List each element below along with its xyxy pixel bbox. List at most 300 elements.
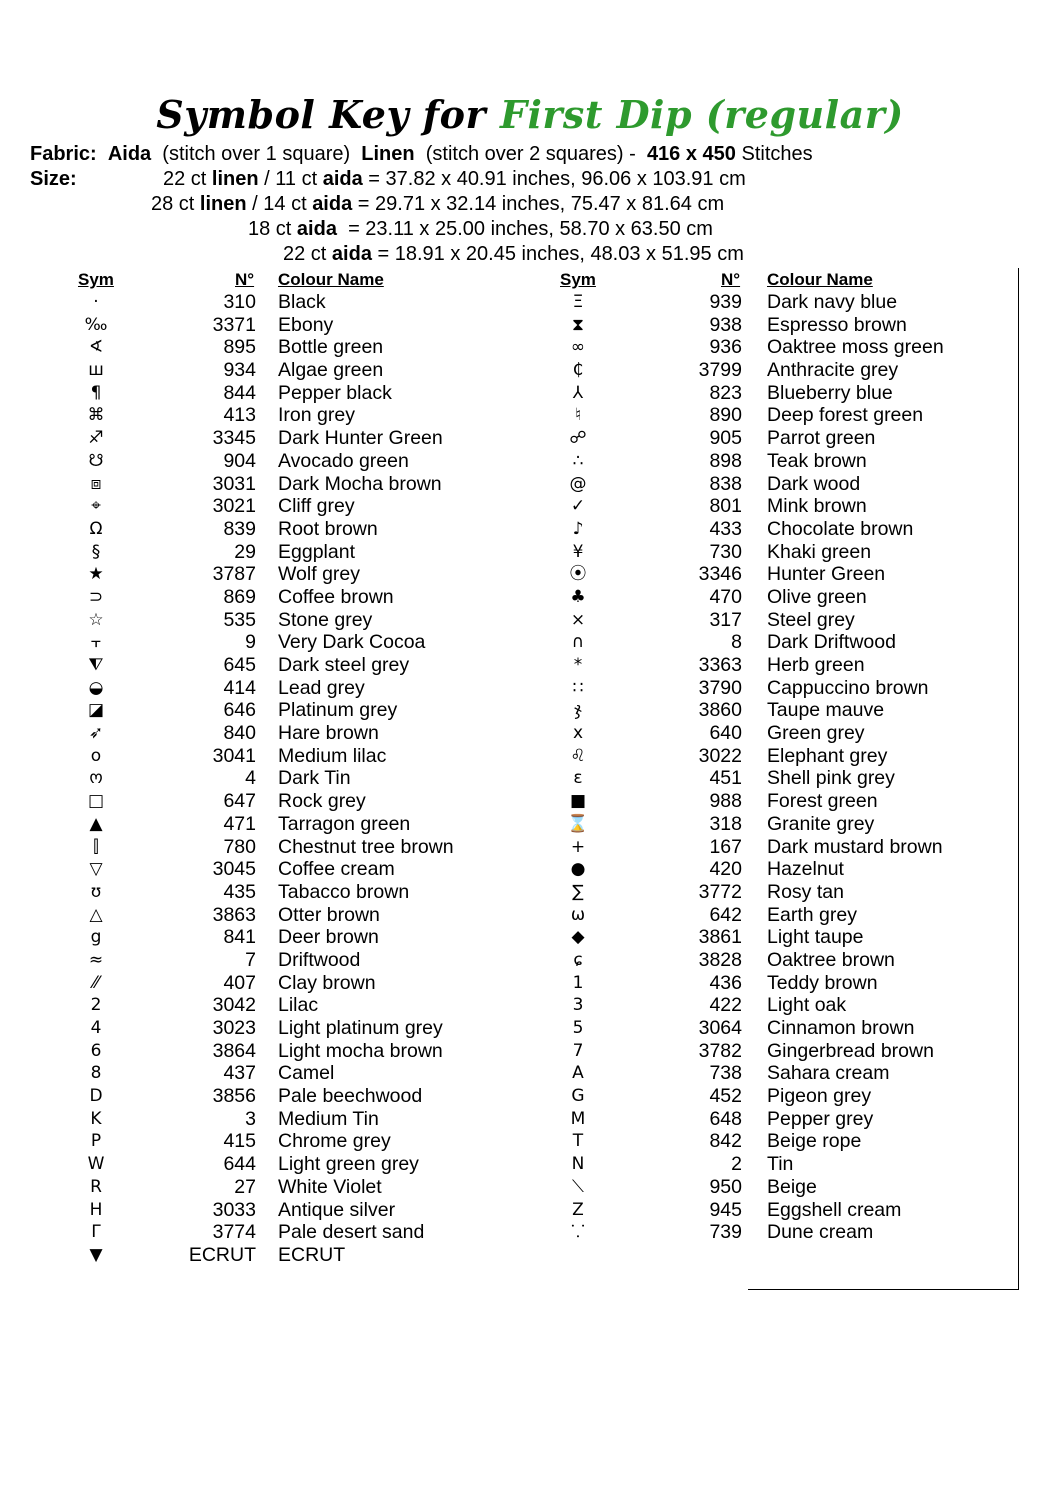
key-row — [0, 1244, 530, 1267]
symbol-glyph: * — [573, 655, 583, 675]
thread-number: 420 — [709, 858, 742, 881]
key-row — [0, 1130, 1020, 1153]
symbol-glyph: ◪ — [87, 700, 105, 721]
thread-number: 640 — [709, 722, 742, 745]
symbol-glyph: ⁄⁄ — [93, 972, 99, 993]
colour-name: Pepper black — [278, 381, 392, 404]
symbol-glyph: ⌖ — [91, 496, 101, 517]
symbol-glyph: R — [90, 1176, 102, 1197]
key-row — [0, 1108, 1020, 1131]
key-row — [0, 495, 1020, 518]
size-3-fabric: aida — [296, 218, 337, 240]
key-row — [0, 972, 1020, 995]
symbol-glyph: ∷ — [572, 677, 584, 698]
colour-name: Cliff grey — [278, 495, 355, 518]
thread-number: 3021 — [212, 495, 256, 518]
thread-number: 310 — [223, 291, 256, 313]
colour-name: Chestnut tree brown — [278, 835, 454, 858]
size-1-pre: 22 ct — [163, 168, 212, 190]
size-label-text: Size: — [30, 168, 77, 190]
symbol-glyph: Ω — [89, 518, 103, 539]
key-row — [0, 518, 1020, 541]
symbol-glyph: ʊ — [90, 881, 102, 902]
thread-number: 535 — [223, 608, 256, 631]
colour-name: Otter brown — [278, 903, 380, 926]
aida-note: (stitch over 1 square) — [162, 143, 351, 165]
key-row — [0, 427, 1020, 450]
colour-name: Teak brown — [767, 449, 867, 472]
size-line-2 — [151, 192, 724, 217]
symbol-glyph: M — [570, 1108, 586, 1129]
symbol-glyph: P — [90, 1131, 102, 1152]
symbol-glyph: H — [89, 1199, 103, 1220]
header-sym-left: Sym — [78, 270, 114, 289]
symbol-glyph: ■ — [569, 791, 587, 812]
thread-number: 433 — [709, 517, 742, 540]
symbol-glyph: ★ — [88, 564, 104, 585]
colour-name: Gingerbread brown — [767, 1039, 934, 1062]
colour-name: Teddy brown — [767, 971, 878, 994]
symbol-glyph: ¥ — [572, 541, 584, 562]
thread-number: 801 — [709, 495, 742, 518]
symbol-glyph: □ — [87, 791, 105, 812]
symbol-glyph: ¶ — [90, 382, 102, 403]
colour-name: Elephant grey — [767, 744, 888, 767]
colour-name: Lead grey — [278, 676, 365, 699]
thread-number: 934 — [223, 359, 256, 382]
colour-name: Pale desert sand — [278, 1221, 425, 1244]
thread-number: 3022 — [698, 744, 742, 767]
colour-name: Coffee brown — [278, 585, 394, 608]
thread-number: 3863 — [212, 903, 256, 926]
symbol-glyph: ⅄ — [572, 382, 584, 403]
colour-name: Dark steel grey — [278, 654, 410, 676]
colour-name: Light taupe — [767, 926, 864, 949]
symbol-glyph: 5 — [572, 1018, 584, 1038]
symbol-glyph: ▼ — [89, 1244, 103, 1265]
colour-name: Antique silver — [278, 1198, 396, 1221]
thread-number: 3041 — [212, 744, 256, 767]
symbol-glyph: ✓ — [570, 496, 586, 517]
colour-name: Dark mustard brown — [767, 835, 943, 858]
linen-label: Linen — [361, 143, 415, 165]
colour-name: Oaktree moss green — [767, 336, 944, 359]
size-line-1 — [163, 167, 746, 192]
size-2-dims: = 29.71 x 32.14 inches, 75.47 x 81.64 cm — [352, 193, 725, 215]
thread-number: 738 — [709, 1062, 742, 1085]
symbol-glyph: ⌘ — [87, 405, 105, 426]
thread-number: 840 — [223, 722, 256, 745]
symbol-glyph: Γ — [91, 1222, 101, 1243]
symbol-glyph: N — [571, 1154, 585, 1175]
symbol-glyph: 3 — [572, 995, 584, 1016]
symbol-glyph: ∢ — [88, 337, 104, 358]
thread-number: 3787 — [212, 563, 256, 586]
thread-number: 407 — [223, 971, 256, 994]
right-key-column — [0, 291, 1020, 1244]
thread-number: 3042 — [212, 994, 256, 1017]
thread-number: 945 — [709, 1198, 742, 1221]
size-3-dims: = 23.11 x 25.00 inches, 58.70 x 63.50 cm — [336, 218, 713, 240]
thread-number: 2 — [731, 1153, 742, 1176]
colour-name: Clay brown — [278, 971, 376, 994]
key-row — [0, 858, 1020, 881]
size-label — [30, 167, 77, 192]
colour-name: Light green grey — [278, 1153, 419, 1176]
size-1-dims: = 37.82 x 40.91 inches, 96.06 x 103.91 cm — [362, 168, 746, 190]
key-row — [0, 904, 1020, 927]
thread-number: 730 — [709, 540, 742, 563]
colour-name: Taupe mauve — [767, 699, 885, 722]
header-num-left: N° — [235, 270, 255, 289]
symbol-glyph: ⧨ — [88, 655, 104, 675]
size-1-mid: / 11 ct — [258, 168, 323, 190]
key-row — [0, 1199, 1020, 1222]
colour-name: Mink brown — [767, 495, 867, 518]
thread-number: 435 — [223, 880, 256, 903]
thread-number: 936 — [709, 336, 742, 359]
key-row — [0, 382, 1020, 405]
linen-note: (stitch over 2 squares) - — [425, 143, 636, 165]
thread-number: 471 — [223, 812, 256, 835]
symbol-glyph: ♐ — [88, 428, 104, 449]
symbol-glyph: Ξ — [572, 292, 584, 312]
colour-name: Wolf grey — [278, 563, 360, 586]
key-row — [0, 1221, 1020, 1244]
colour-name: Deer brown — [278, 926, 379, 949]
thread-number: 898 — [709, 449, 742, 472]
key-row — [0, 314, 1020, 337]
colour-name: Chrome grey — [278, 1130, 391, 1153]
thread-number: 895 — [223, 336, 256, 359]
colour-name: Espresso brown — [767, 313, 907, 336]
thread-number: 9 — [245, 631, 256, 654]
page-title — [0, 92, 1060, 137]
colour-name: Dark Mocha brown — [278, 472, 442, 495]
thread-number: 646 — [223, 699, 256, 722]
thread-number: 413 — [223, 404, 256, 427]
symbol-glyph: T — [572, 1131, 584, 1152]
key-row — [0, 291, 1020, 314]
colour-name: Iron grey — [278, 404, 355, 427]
symbol-glyph: ◒ — [88, 677, 104, 698]
symbol-glyph: ● — [570, 859, 586, 880]
symbol-glyph: § — [91, 541, 101, 562]
design-name: First Dip (regular) — [499, 92, 904, 137]
colour-name: Cappuccino brown — [767, 676, 929, 699]
colour-name: Oaktree brown — [767, 948, 895, 971]
symbol-glyph: ▲ — [89, 813, 103, 834]
thread-number: 3064 — [698, 1017, 742, 1039]
thread-number: 3345 — [212, 427, 256, 450]
key-row — [0, 813, 1020, 836]
thread-number: 167 — [709, 835, 742, 858]
thread-number: 7 — [245, 948, 256, 971]
thread-number: ECRUT — [188, 1243, 256, 1266]
colour-name: Granite grey — [767, 812, 875, 835]
colour-name: Ebony — [278, 313, 334, 336]
symbol-glyph: @ — [569, 473, 587, 494]
colour-name: Herb green — [767, 654, 865, 676]
colour-name: White Violet — [278, 1175, 382, 1198]
key-row — [0, 926, 1020, 949]
key-row — [0, 336, 1020, 359]
thread-number: 318 — [709, 812, 742, 835]
thread-number: 950 — [709, 1175, 742, 1198]
thread-number: 3363 — [698, 654, 742, 676]
thread-number: 29 — [234, 540, 256, 563]
border-line-horizontal — [748, 1289, 1019, 1290]
colour-name: Dark Tin — [278, 767, 351, 790]
colour-name: Eggshell cream — [767, 1198, 902, 1221]
colour-name: Rosy tan — [767, 880, 844, 903]
header-num-right: N° — [721, 270, 741, 289]
thread-number: 3346 — [698, 563, 742, 586]
symbol-glyph: ჯ — [574, 700, 582, 721]
key-row — [0, 473, 1020, 496]
size-1-fabric2: aida — [322, 168, 363, 190]
key-row — [0, 654, 1020, 677]
symbol-glyph: 7 — [572, 1040, 584, 1061]
colour-name: Tarragon green — [278, 812, 411, 835]
symbol-glyph: ⟍ — [572, 1176, 584, 1197]
key-row — [0, 563, 1020, 586]
key-row — [0, 586, 1020, 609]
header-name-left: Colour Name — [278, 270, 384, 289]
size-4-pre: 22 ct — [283, 243, 332, 265]
symbol-glyph: ♪ — [572, 518, 584, 539]
colour-name: Deep forest green — [767, 404, 924, 427]
thread-number: 3828 — [698, 948, 742, 971]
symbol-glyph: ♣ — [570, 586, 586, 607]
thread-number: 890 — [709, 404, 742, 427]
thread-number: 844 — [223, 381, 256, 404]
symbol-glyph: ο — [90, 745, 102, 766]
key-row — [0, 677, 1020, 700]
stitch-count: 416 x 450 — [646, 143, 736, 165]
thread-number: 8 — [731, 631, 742, 654]
symbol-glyph: ⧗ — [572, 314, 584, 335]
thread-number: 3799 — [698, 359, 742, 382]
key-row — [0, 450, 1020, 473]
symbol-glyph: ☍ — [569, 428, 587, 449]
colour-name: Avocado green — [278, 449, 409, 472]
colour-name: Hazelnut — [767, 858, 844, 881]
thread-number: 3033 — [212, 1198, 256, 1221]
size-line-3 — [248, 217, 713, 242]
thread-number: 869 — [223, 585, 256, 608]
symbol-glyph: △ — [89, 904, 103, 925]
symbol-glyph: × — [570, 609, 586, 630]
thread-number: 452 — [709, 1085, 742, 1108]
thread-number: 436 — [709, 971, 742, 994]
thread-number: 838 — [709, 472, 742, 495]
thread-number: 470 — [709, 585, 742, 608]
symbol-glyph: ɕ — [573, 949, 583, 970]
thread-number: 4 — [245, 767, 256, 790]
symbol-glyph: 6 — [90, 1040, 102, 1061]
size-3-pre: 18 ct — [248, 218, 297, 240]
symbol-glyph: + — [570, 836, 586, 857]
thread-number: 414 — [223, 676, 256, 699]
symbol-glyph: ∞ — [570, 337, 586, 358]
size-4-dims: = 18.91 x 20.45 inches, 48.03 x 51.95 cm — [371, 243, 744, 265]
thread-number: 415 — [223, 1130, 256, 1153]
thread-number: 3023 — [212, 1017, 256, 1039]
colour-name: Khaki green — [767, 540, 872, 563]
colour-name: Stone grey — [278, 608, 373, 631]
symbol-glyph: ⫟ — [90, 632, 102, 653]
colour-name: Medium lilac — [278, 744, 387, 767]
symbol-glyph: g — [90, 927, 102, 948]
symbol-glyph: ≈ — [88, 949, 104, 970]
colour-name: Dark wood — [767, 472, 861, 495]
symbol-glyph: ⧈ — [90, 473, 102, 494]
symbol-glyph: ☆ — [88, 609, 104, 630]
symbol-glyph: ო — [89, 768, 103, 789]
symbol-glyph: ⦿ — [569, 564, 587, 585]
thread-number: 642 — [709, 903, 742, 926]
key-row — [0, 404, 1020, 427]
colour-name: Medium Tin — [278, 1107, 379, 1130]
colour-name: Olive green — [767, 585, 867, 608]
colour-name: Green grey — [767, 722, 865, 745]
thread-number: 939 — [709, 291, 742, 313]
symbol-glyph: 4 — [90, 1018, 102, 1038]
key-row — [0, 541, 1020, 564]
size-2-fabric2: aida — [312, 193, 353, 215]
title-prefix: Symbol Key for — [156, 92, 486, 137]
size-2-mid: / 14 ct — [246, 193, 313, 215]
symbol-glyph: ω — [570, 904, 586, 925]
key-row — [0, 631, 1020, 654]
key-row — [0, 1176, 1020, 1199]
key-row — [0, 767, 1020, 790]
colour-name: Eggplant — [278, 540, 355, 563]
symbol-glyph: D — [89, 1086, 103, 1107]
colour-name: Bottle green — [278, 336, 384, 359]
symbol-glyph: ш — [88, 360, 104, 381]
key-row — [0, 699, 1020, 722]
colour-name: Anthracite grey — [767, 359, 899, 382]
symbol-glyph: ε — [573, 768, 583, 789]
key-row — [0, 1017, 1020, 1040]
size-line-4 — [283, 242, 744, 267]
thread-number: 3856 — [212, 1085, 256, 1108]
size-2-fabric: linen — [199, 193, 247, 215]
thread-number: 3860 — [698, 699, 742, 722]
thread-number: 823 — [709, 381, 742, 404]
key-row — [0, 881, 1020, 904]
symbol-glyph: 1 — [572, 972, 584, 993]
symbol-glyph: ♌ — [570, 745, 586, 766]
symbol-glyph: ⊃ — [88, 586, 104, 607]
symbol-glyph: ⌛ — [567, 813, 589, 834]
thread-number: 3774 — [212, 1221, 256, 1244]
colour-name: Chocolate brown — [767, 517, 914, 540]
colour-name: Root brown — [278, 517, 378, 540]
key-row — [0, 949, 1020, 972]
symbol-glyph: A — [572, 1063, 584, 1084]
thread-number: 648 — [709, 1107, 742, 1130]
colour-name: Algae green — [278, 359, 384, 382]
colour-name: Steel grey — [767, 608, 855, 631]
thread-number: 3772 — [698, 880, 742, 903]
symbol-glyph: ⫿ — [93, 836, 99, 857]
thread-number: 3790 — [698, 676, 742, 699]
aida-label: Aida — [107, 143, 152, 165]
key-row — [0, 790, 1020, 813]
colour-name: Dark Driftwood — [767, 631, 896, 654]
thread-number: 3031 — [212, 472, 256, 495]
key-row — [0, 1040, 1020, 1063]
colour-name: Pigeon grey — [767, 1085, 872, 1108]
colour-name: Camel — [278, 1062, 335, 1085]
thread-number: 3861 — [698, 926, 742, 949]
symbol-glyph: 8 — [90, 1063, 102, 1084]
colour-name: Dark Hunter Green — [278, 427, 443, 450]
thread-number: 905 — [709, 427, 742, 450]
colour-name: Cinnamon brown — [767, 1017, 915, 1039]
colour-name: Sahara cream — [767, 1062, 890, 1085]
header-sym-right: Sym — [560, 270, 596, 289]
colour-name: Hare brown — [278, 722, 379, 745]
symbol-glyph: ∴ — [572, 450, 584, 471]
fabric-line — [30, 142, 813, 167]
size-2-pre: 28 ct — [151, 193, 200, 215]
symbol-glyph: ∩ — [571, 632, 585, 653]
key-row — [0, 1062, 1020, 1085]
colour-name: Light platinum grey — [278, 1017, 443, 1039]
colour-name: Black — [278, 291, 326, 313]
header-name-right: Colour Name — [767, 270, 873, 289]
fabric-label: Fabric: — [30, 143, 97, 165]
colour-name: Light mocha brown — [278, 1039, 443, 1062]
key-row — [0, 1085, 1020, 1108]
size-4-fabric: aida — [331, 243, 372, 265]
colour-name: ECRUT — [278, 1243, 346, 1266]
thread-number: 3371 — [212, 313, 256, 336]
colour-name: Dark navy blue — [767, 291, 898, 313]
colour-name: Very Dark Cocoa — [278, 631, 426, 654]
colour-name: Shell pink grey — [767, 767, 895, 790]
thread-number: 437 — [223, 1062, 256, 1085]
stitch-suffix: Stitches — [741, 143, 813, 165]
colour-name: Beige — [767, 1175, 817, 1198]
symbol-glyph: 2 — [90, 995, 102, 1016]
symbol-glyph: W — [87, 1154, 105, 1175]
thread-number: 904 — [223, 449, 256, 472]
thread-number: 317 — [709, 608, 742, 631]
colour-name: Tabacco brown — [278, 880, 410, 903]
colour-name: Tin — [767, 1153, 794, 1176]
colour-name: Beige rope — [767, 1130, 862, 1153]
key-row — [0, 722, 1020, 745]
symbol-glyph: ‰ — [84, 314, 108, 335]
border-line-vertical — [1018, 268, 1019, 1290]
thread-number: 839 — [223, 517, 256, 540]
symbol-glyph: G — [571, 1086, 585, 1107]
colour-name: Dune cream — [767, 1221, 874, 1244]
key-row — [0, 745, 1020, 768]
colour-name: Light oak — [767, 994, 847, 1017]
colour-name: Earth grey — [767, 903, 857, 926]
colour-name: Pepper grey — [767, 1107, 874, 1130]
colour-name: Hunter Green — [767, 563, 886, 586]
thread-number: 780 — [223, 835, 256, 858]
thread-number: 739 — [709, 1221, 742, 1244]
symbol-glyph: ♮ — [574, 405, 582, 426]
